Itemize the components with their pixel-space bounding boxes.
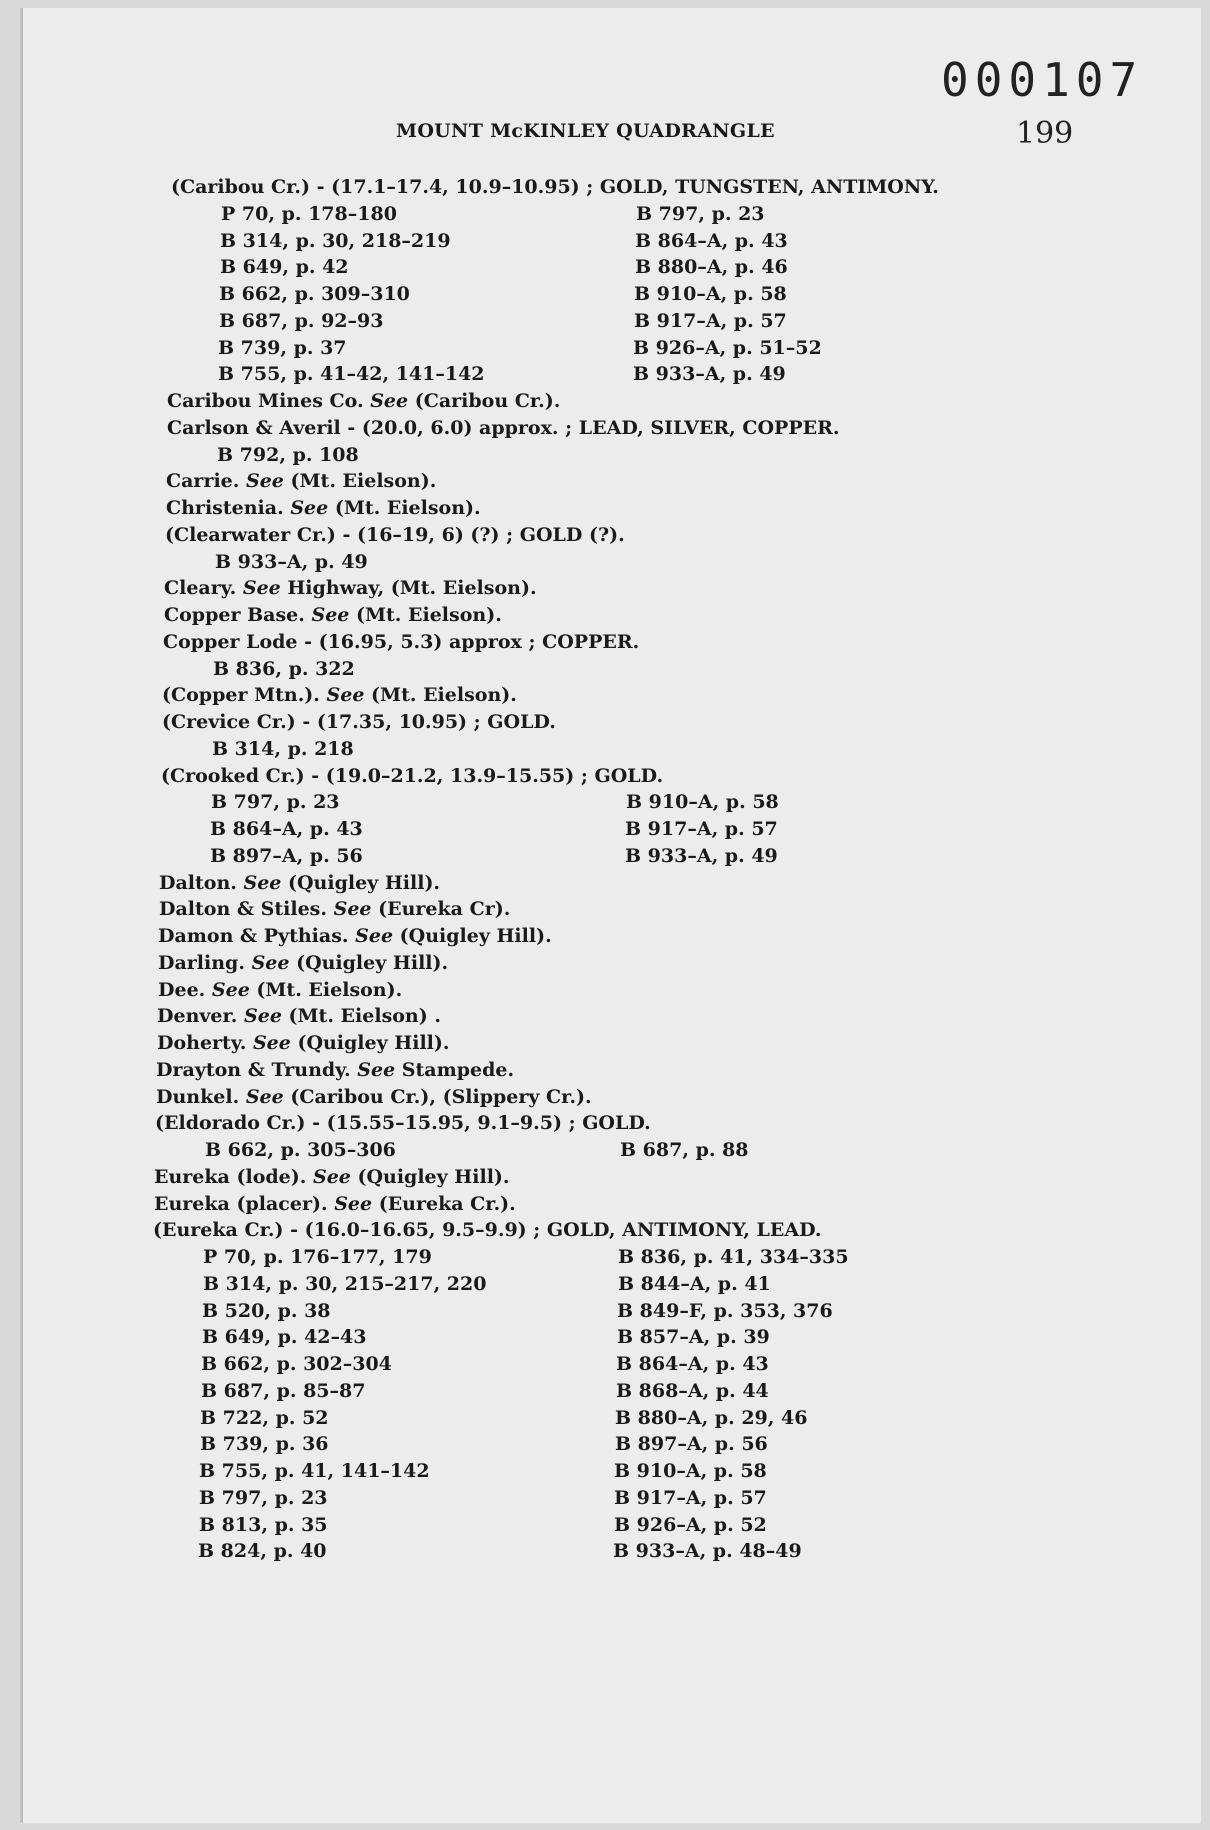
reference-right: B 926–A, p. 51–52 bbox=[633, 336, 822, 359]
reference-left: B 722, p. 52 bbox=[200, 1406, 329, 1429]
see-label: See bbox=[370, 390, 415, 412]
reference-left: B 739, p. 36 bbox=[200, 1433, 329, 1456]
see-target: (Quigley Hill). bbox=[296, 951, 449, 974]
reference-right: B 868–A, p. 44 bbox=[616, 1379, 769, 1402]
reference-right: B 864–A, p. 43 bbox=[616, 1353, 769, 1375]
entry-name: Drayton & Trundy. bbox=[156, 1058, 358, 1081]
reference-left: B 739, p. 37 bbox=[218, 336, 347, 359]
reference-left: B 797, p. 23 bbox=[211, 791, 340, 814]
document-page bbox=[20, 8, 1201, 1823]
reference-left: B 755, p. 41–42, 141–142 bbox=[218, 363, 485, 386]
reference: B 792, p. 108 bbox=[217, 443, 359, 466]
entry-name: Copper Base. bbox=[164, 604, 312, 626]
reference-right: B 933–A, p. 49 bbox=[625, 844, 778, 867]
cross-reference-entry bbox=[156, 1086, 592, 1108]
see-target: (Quigley Hill). bbox=[297, 1032, 450, 1054]
reference-left: P 70, p. 178–180 bbox=[221, 202, 397, 225]
cross-reference-entry bbox=[166, 497, 481, 519]
entry-name: Darling. bbox=[158, 951, 252, 974]
reference-right: B 880–A, p. 46 bbox=[635, 256, 788, 279]
reference-right: B 910–A, p. 58 bbox=[626, 791, 779, 814]
reference: B 836, p. 322 bbox=[213, 657, 355, 680]
reference-left: B 662, p. 302–304 bbox=[201, 1353, 392, 1375]
reference-right: B 897–A, p. 56 bbox=[615, 1433, 768, 1456]
cross-reference-entry bbox=[159, 898, 510, 920]
cross-reference-entry bbox=[156, 1059, 514, 1081]
reference-right: B 933–A, p. 49 bbox=[633, 363, 786, 386]
reference-right: B 933–A, p. 48–49 bbox=[613, 1540, 802, 1563]
reference-left: B 520, p. 38 bbox=[202, 1299, 331, 1322]
see-label: See bbox=[326, 684, 372, 707]
entry-heading: (Eureka Cr.) - (16.0–16.65, 9.5–9.9) ; GOLD, ANTIMONY, LEAD. bbox=[153, 1219, 822, 1242]
reference-right: B 910–A, p. 58 bbox=[614, 1460, 767, 1482]
entry-heading: (Clearwater Cr.) - (16–19, 6) (?) ; GOLD (?). bbox=[165, 523, 625, 546]
reference-left: B 649, p. 42–43 bbox=[202, 1326, 367, 1349]
see-label: See bbox=[243, 871, 289, 894]
cross-reference-entry bbox=[157, 1032, 449, 1054]
reference-right: B 926–A, p. 52 bbox=[614, 1513, 767, 1536]
see-target: (Quigley Hill). bbox=[288, 871, 441, 894]
cross-reference-entry bbox=[154, 1166, 510, 1188]
reference-left: B 687, p. 85–87 bbox=[201, 1379, 366, 1402]
see-target: (Caribou Cr.), (Slippery Cr.). bbox=[290, 1085, 592, 1108]
entry-name: Dee. bbox=[158, 978, 212, 1001]
reference-left: B 755, p. 41, 141–142 bbox=[199, 1460, 430, 1482]
reference-right: B 857–A, p. 39 bbox=[617, 1326, 770, 1349]
see-label: See bbox=[311, 604, 356, 626]
reference-left: B 864–A, p. 43 bbox=[210, 818, 363, 840]
reference-left: B 687, p. 92–93 bbox=[219, 309, 384, 332]
see-label: See bbox=[334, 1192, 379, 1215]
see-label: See bbox=[290, 497, 335, 519]
cross-reference-entry bbox=[158, 952, 448, 974]
entry-name: Cleary. bbox=[164, 577, 243, 600]
reference-left: B 897–A, p. 56 bbox=[210, 844, 363, 867]
reference-right: B 797, p. 23 bbox=[636, 202, 765, 225]
see-target: (Mt. Eielson). bbox=[371, 684, 517, 707]
entry-name: Christenia. bbox=[166, 497, 291, 519]
reference-left: B 824, p. 40 bbox=[198, 1540, 327, 1563]
entry-name: Eureka (placer). bbox=[154, 1192, 335, 1215]
see-target: (Eureka Cr). bbox=[378, 898, 511, 921]
reference-left: B 314, p. 30, 218–219 bbox=[220, 229, 451, 252]
reference-right: B 849–F, p. 353, 376 bbox=[617, 1299, 833, 1322]
cross-reference-entry bbox=[157, 1005, 441, 1027]
see-target: Stampede. bbox=[401, 1058, 515, 1081]
page-number: 199 bbox=[1016, 116, 1074, 151]
entry-name: Dalton & Stiles. bbox=[159, 898, 334, 921]
see-target: Highway, (Mt. Eielson). bbox=[287, 577, 537, 600]
entry-name: (Copper Mtn.). bbox=[162, 684, 327, 707]
see-target: (Quigley Hill). bbox=[357, 1165, 510, 1188]
see-label: See bbox=[211, 978, 257, 1001]
see-label: See bbox=[242, 577, 288, 600]
entry-name: Caribou Mines Co. bbox=[167, 390, 371, 412]
reference: B 933–A, p. 49 bbox=[215, 550, 368, 573]
reference-left: B 662, p. 305–306 bbox=[205, 1139, 396, 1161]
see-label: See bbox=[245, 1085, 291, 1108]
reference-right: B 917–A, p. 57 bbox=[634, 309, 787, 332]
reference-left: B 813, p. 35 bbox=[199, 1513, 328, 1536]
see-target: (Mt. Eielson) . bbox=[288, 1005, 441, 1028]
entry-name: Doherty. bbox=[157, 1032, 253, 1054]
see-target: (Mt. Eielson). bbox=[355, 604, 502, 626]
see-label: See bbox=[251, 951, 297, 974]
reference: B 314, p. 218 bbox=[212, 737, 354, 760]
see-label: See bbox=[355, 925, 400, 947]
see-target: (Mt. Eielson). bbox=[256, 978, 403, 1001]
see-target: (Caribou Cr.). bbox=[414, 390, 561, 412]
reference-right: B 844–A, p. 41 bbox=[618, 1272, 771, 1295]
reference-right: B 864–A, p. 43 bbox=[635, 229, 788, 252]
see-target: (Eureka Cr.). bbox=[378, 1192, 516, 1215]
reference-right: B 687, p. 88 bbox=[620, 1139, 749, 1161]
entry-name: Dunkel. bbox=[156, 1085, 246, 1108]
entry-name: Damon & Pythias. bbox=[158, 925, 356, 947]
reference-right: B 917–A, p. 57 bbox=[625, 818, 778, 840]
entry-name: Carrie. bbox=[166, 470, 246, 493]
reference-left: B 797, p. 23 bbox=[199, 1486, 328, 1509]
cross-reference-entry bbox=[158, 979, 402, 1001]
entry-name: Eureka (lode). bbox=[154, 1165, 313, 1188]
reference-right: B 880–A, p. 29, 46 bbox=[615, 1406, 808, 1429]
entry-heading: Copper Lode - (16.95, 5.3) approx ; COPPER. bbox=[163, 630, 640, 653]
cross-reference-entry bbox=[166, 470, 436, 492]
cross-reference-entry bbox=[154, 1193, 516, 1215]
see-label: See bbox=[246, 470, 291, 493]
see-target: (Mt. Eielson). bbox=[290, 470, 437, 493]
reference-left: P 70, p. 176–177, 179 bbox=[203, 1246, 432, 1268]
reference-right: B 836, p. 41, 334–335 bbox=[618, 1246, 849, 1268]
reference-right: B 917–A, p. 57 bbox=[614, 1486, 767, 1509]
entry-name: Denver. bbox=[157, 1005, 245, 1028]
see-label: See bbox=[252, 1032, 298, 1054]
reference-right: B 910–A, p. 58 bbox=[634, 283, 787, 305]
entry-heading: (Caribou Cr.) - (17.1–17.4, 10.9–10.95) ; GOLD, TUNGSTEN, ANTIMONY. bbox=[171, 176, 939, 198]
reference-left: B 649, p. 42 bbox=[220, 256, 349, 279]
cross-reference-entry bbox=[167, 390, 560, 412]
entry-heading: (Crooked Cr.) - (19.0–21.2, 13.9–15.55) ; GOLD. bbox=[161, 764, 664, 787]
cross-reference-entry bbox=[162, 684, 517, 706]
see-label: See bbox=[312, 1165, 358, 1188]
see-label: See bbox=[357, 1058, 402, 1081]
cross-reference-entry bbox=[158, 925, 552, 947]
reference-left: B 662, p. 309–310 bbox=[219, 283, 410, 305]
entry-heading: Carlson & Averil - (20.0, 6.0) approx. ; LEAD, SILVER, COPPER. bbox=[167, 416, 840, 439]
entry-heading: (Crevice Cr.) - (17.35, 10.95) ; GOLD. bbox=[162, 711, 556, 733]
entry-heading: (Eldorado Cr.) - (15.55–15.95, 9.1–9.5) ; GOLD. bbox=[155, 1112, 651, 1135]
see-target: (Mt. Eielson). bbox=[334, 497, 481, 519]
see-label: See bbox=[333, 898, 379, 921]
entry-name: Dalton. bbox=[159, 871, 244, 894]
page-title: MOUNT McKINLEY QUADRANGLE bbox=[396, 120, 775, 142]
cross-reference-entry bbox=[164, 604, 502, 626]
cross-reference-entry bbox=[164, 577, 537, 599]
reference-left: B 314, p. 30, 215–217, 220 bbox=[203, 1272, 487, 1295]
see-target: (Quigley Hill). bbox=[399, 925, 552, 947]
cross-reference-entry bbox=[159, 872, 440, 894]
see-label: See bbox=[244, 1005, 289, 1028]
page-stamp-number: 000107 bbox=[941, 53, 1144, 107]
